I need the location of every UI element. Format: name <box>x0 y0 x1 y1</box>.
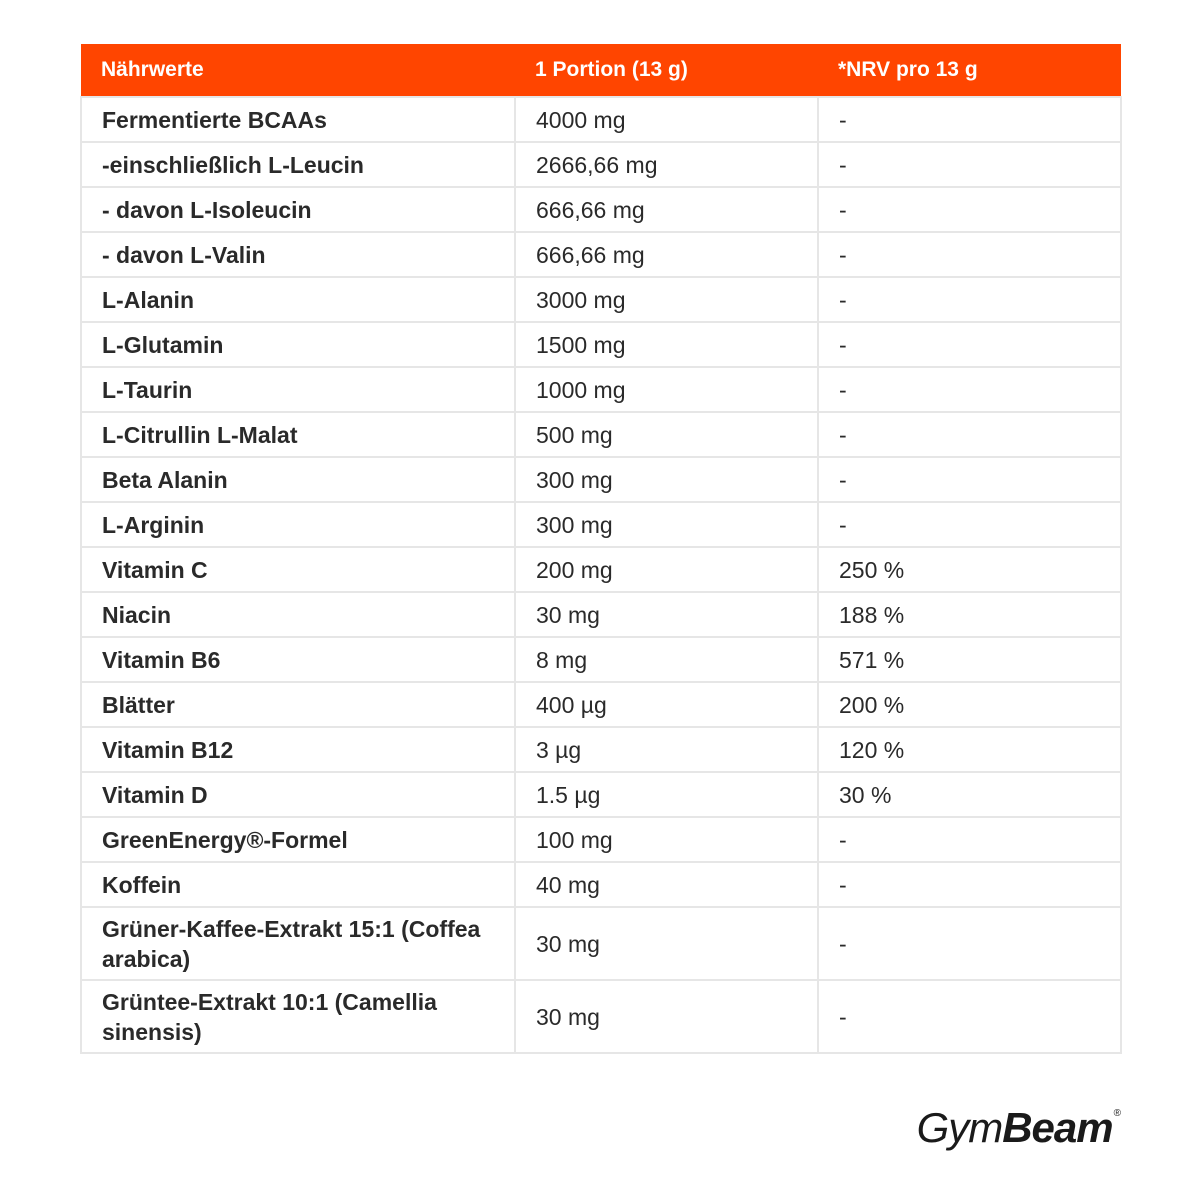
portion-value-cell: 1500 mg <box>515 322 818 367</box>
table-row <box>81 457 1121 502</box>
portion-value-cell: 666,66 mg <box>515 187 818 232</box>
portion-value-cell: 1.5 µg <box>515 772 818 817</box>
portion-value-cell: 500 mg <box>515 412 818 457</box>
table-row <box>81 97 1121 142</box>
table-row <box>81 277 1121 322</box>
nrv-value-cell: - <box>818 322 1121 367</box>
nrv-value-cell: - <box>818 980 1121 1053</box>
nutrient-name-cell: Vitamin B6 <box>81 637 515 682</box>
nutrient-name-cell: - davon L-Isoleucin <box>81 187 515 232</box>
portion-value-cell: 2666,66 mg <box>515 142 818 187</box>
nrv-value-cell: - <box>818 97 1121 142</box>
nutrient-name-cell: -einschließlich L-Leucin <box>81 142 515 187</box>
header-nrv: *NRV pro 13 g <box>818 44 1121 97</box>
portion-value-cell: 200 mg <box>515 547 818 592</box>
portion-value-cell: 8 mg <box>515 637 818 682</box>
nutrient-name-cell: Blätter <box>81 682 515 727</box>
nrv-value-cell: 200 % <box>818 682 1121 727</box>
nutrient-name-cell: Grüntee-Extrakt 10:1 (Camellia sinensis) <box>81 980 515 1053</box>
nutrient-name-cell: GreenEnergy®-Formel <box>81 817 515 862</box>
table-row <box>81 727 1121 772</box>
logo-gym-text: Gym <box>916 1104 1003 1151</box>
nutrition-table <box>80 44 1122 1054</box>
nutrient-name-cell: Koffein <box>81 862 515 907</box>
table-row <box>81 772 1121 817</box>
table-row <box>81 682 1121 727</box>
nrv-value-cell: - <box>818 457 1121 502</box>
nrv-value-cell: - <box>818 187 1121 232</box>
table-row <box>81 187 1121 232</box>
nutrient-name-cell: Grüner-Kaffee-Extrakt 15:1 (Coffea arabica) <box>81 907 515 980</box>
nrv-value-cell: 571 % <box>818 637 1121 682</box>
table-row <box>81 322 1121 367</box>
table-row <box>81 547 1121 592</box>
nrv-value-cell: - <box>818 277 1121 322</box>
nutrient-name-cell: Beta Alanin <box>81 457 515 502</box>
nrv-value-cell: 250 % <box>818 547 1121 592</box>
logo-beam-text: Beam <box>1002 1104 1113 1151</box>
table-row <box>81 142 1121 187</box>
portion-value-cell: 100 mg <box>515 817 818 862</box>
portion-value-cell: 3 µg <box>515 727 818 772</box>
nutrient-name-cell: Fermentierte BCAAs <box>81 97 515 142</box>
nrv-value-cell: - <box>818 232 1121 277</box>
table-row <box>81 367 1121 412</box>
gymbeam-logo <box>917 1104 1120 1152</box>
portion-value-cell: 300 mg <box>515 502 818 547</box>
nrv-value-cell: - <box>818 367 1121 412</box>
table-row <box>81 817 1121 862</box>
header-nutrient: Nährwerte <box>81 44 515 97</box>
nutrient-name-cell: L-Arginin <box>81 502 515 547</box>
portion-value-cell: 30 mg <box>515 907 818 980</box>
nrv-value-cell: - <box>818 817 1121 862</box>
nrv-value-cell: - <box>818 907 1121 980</box>
nutrient-name-cell: Vitamin C <box>81 547 515 592</box>
portion-value-cell: 666,66 mg <box>515 232 818 277</box>
nutrient-name-cell: L-Taurin <box>81 367 515 412</box>
table-row <box>81 412 1121 457</box>
nutrient-name-cell: Vitamin B12 <box>81 727 515 772</box>
nutrient-name-cell: L-Glutamin <box>81 322 515 367</box>
nutrition-table-container <box>80 44 1120 1054</box>
nutrient-name-cell: - davon L-Valin <box>81 232 515 277</box>
table-row <box>81 592 1121 637</box>
portion-value-cell: 4000 mg <box>515 97 818 142</box>
portion-value-cell: 30 mg <box>515 592 818 637</box>
nrv-value-cell: - <box>818 412 1121 457</box>
portion-value-cell: 400 µg <box>515 682 818 727</box>
table-header-row <box>81 44 1121 97</box>
table-row <box>81 232 1121 277</box>
table-row <box>81 637 1121 682</box>
nutrient-name-cell: Niacin <box>81 592 515 637</box>
nrv-value-cell: - <box>818 502 1121 547</box>
table-row <box>81 980 1121 1053</box>
registered-mark: ® <box>1113 1108 1120 1119</box>
portion-value-cell: 1000 mg <box>515 367 818 412</box>
nutrient-name-cell: L-Citrullin L-Malat <box>81 412 515 457</box>
table-row <box>81 907 1121 980</box>
table-row <box>81 862 1121 907</box>
nrv-value-cell: - <box>818 142 1121 187</box>
header-portion: 1 Portion (13 g) <box>515 44 818 97</box>
nrv-value-cell: 30 % <box>818 772 1121 817</box>
nrv-value-cell: 120 % <box>818 727 1121 772</box>
portion-value-cell: 3000 mg <box>515 277 818 322</box>
nutrient-name-cell: L-Alanin <box>81 277 515 322</box>
nutrient-name-cell: Vitamin D <box>81 772 515 817</box>
nrv-value-cell: 188 % <box>818 592 1121 637</box>
portion-value-cell: 30 mg <box>515 980 818 1053</box>
portion-value-cell: 40 mg <box>515 862 818 907</box>
table-body <box>81 97 1121 1053</box>
nrv-value-cell: - <box>818 862 1121 907</box>
portion-value-cell: 300 mg <box>515 457 818 502</box>
table-row <box>81 502 1121 547</box>
